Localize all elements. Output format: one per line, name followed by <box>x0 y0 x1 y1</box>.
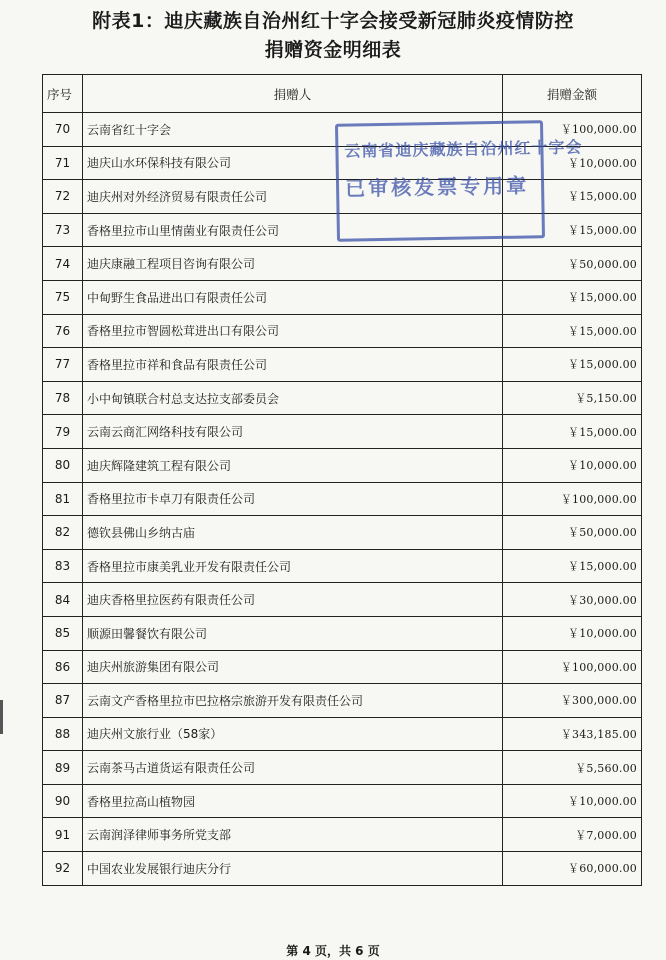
row-amount: ￥15,000.00 <box>503 314 642 348</box>
row-amount: ￥10,000.00 <box>503 146 642 180</box>
table-row <box>43 751 642 785</box>
table-row <box>43 650 642 684</box>
row-amount: ￥15,000.00 <box>503 213 642 247</box>
row-donor: 香格里拉市康美乳业开发有限责任公司 <box>83 549 503 583</box>
row-index: 76 <box>43 314 83 348</box>
row-donor: 迪庆香格里拉医药有限责任公司 <box>83 583 503 617</box>
table-row <box>43 616 642 650</box>
table-row <box>43 583 642 617</box>
row-index: 92 <box>43 852 83 886</box>
row-donor: 迪庆州对外经济贸易有限责任公司 <box>83 180 503 214</box>
row-donor: 迪庆州旅游集团有限公司 <box>83 650 503 684</box>
official-seal-stamp <box>335 120 583 242</box>
row-index: 81 <box>43 482 83 516</box>
row-index: 70 <box>43 113 83 147</box>
row-amount: ￥15,000.00 <box>503 280 642 314</box>
row-index: 89 <box>43 751 83 785</box>
row-index: 91 <box>43 818 83 852</box>
row-amount: ￥15,000.00 <box>503 180 642 214</box>
row-amount: ￥15,000.00 <box>503 348 642 382</box>
row-amount: ￥100,000.00 <box>503 113 642 147</box>
row-donor: 香格里拉高山植物园 <box>83 784 503 818</box>
row-amount: ￥100,000.00 <box>503 650 642 684</box>
row-donor: 云南文产香格里拉市巴拉格宗旅游开发有限责任公司 <box>83 684 503 718</box>
row-index: 73 <box>43 213 83 247</box>
row-donor: 香格里拉市祥和食品有限责任公司 <box>83 348 503 382</box>
stamp-line2: 已审核发票专用章 <box>344 173 530 201</box>
row-amount: ￥10,000.00 <box>503 784 642 818</box>
row-donor: 云南茶马古道货运有限责任公司 <box>83 751 503 785</box>
row-index: 87 <box>43 684 83 718</box>
row-index: 72 <box>43 180 83 214</box>
header-amount: 捐赠金额 <box>503 75 642 113</box>
row-index: 77 <box>43 348 83 382</box>
row-donor: 香格里拉市卡卓刀有限责任公司 <box>83 482 503 516</box>
row-index: 90 <box>43 784 83 818</box>
row-amount: ￥100,000.00 <box>503 482 642 516</box>
binding-edge-mark <box>0 700 3 734</box>
table-row <box>43 852 642 886</box>
table-row <box>43 314 642 348</box>
row-amount: ￥10,000.00 <box>503 616 642 650</box>
table-row <box>43 280 642 314</box>
row-donor: 云南云商汇网络科技有限公司 <box>83 415 503 449</box>
header-donor: 捐赠人 <box>83 75 503 113</box>
table-row <box>43 818 642 852</box>
table-row <box>43 348 642 382</box>
table-row <box>43 448 642 482</box>
table-row <box>43 684 642 718</box>
row-donor: 迪庆辉隆建筑工程有限公司 <box>83 448 503 482</box>
row-index: 88 <box>43 717 83 751</box>
row-amount: ￥60,000.00 <box>503 852 642 886</box>
row-index: 86 <box>43 650 83 684</box>
row-index: 82 <box>43 516 83 550</box>
row-amount: ￥15,000.00 <box>503 549 642 583</box>
row-index: 71 <box>43 146 83 180</box>
row-amount: ￥50,000.00 <box>503 516 642 550</box>
row-index: 78 <box>43 381 83 415</box>
table-row <box>43 247 642 281</box>
row-donor: 云南省红十字会 <box>83 113 503 147</box>
row-amount: ￥7,000.00 <box>503 818 642 852</box>
row-donor: 迪庆山水环保科技有限公司 <box>83 146 503 180</box>
row-amount: ￥5,560.00 <box>503 751 642 785</box>
row-donor: 小中甸镇联合村总支达拉支部委员会 <box>83 381 503 415</box>
row-index: 84 <box>43 583 83 617</box>
table-row <box>43 784 642 818</box>
stamp-line1: 云南省迪庆藏族自治州红十字会 <box>344 137 583 161</box>
row-amount: ￥50,000.00 <box>503 247 642 281</box>
row-index: 74 <box>43 247 83 281</box>
row-amount: ￥15,000.00 <box>503 415 642 449</box>
table-row <box>43 516 642 550</box>
row-amount: ￥343,185.00 <box>503 717 642 751</box>
row-index: 79 <box>43 415 83 449</box>
row-donor: 香格里拉市智圆松茸进出口有限公司 <box>83 314 503 348</box>
row-index: 75 <box>43 280 83 314</box>
page-number: 第 4 页，共 6 页 <box>286 944 380 958</box>
row-donor: 中国农业发展银行迪庆分行 <box>83 852 503 886</box>
row-index: 83 <box>43 549 83 583</box>
table-header-row <box>43 75 642 113</box>
row-amount: ￥10,000.00 <box>503 448 642 482</box>
document-title-line2: 捐赠资金明细表 <box>264 39 402 61</box>
row-donor: 迪庆州文旅行业（58家） <box>83 717 503 751</box>
document-title-line1: 附表1：迪庆藏族自治州红十字会接受新冠肺炎疫情防控 <box>92 10 574 32</box>
table-row <box>43 549 642 583</box>
row-amount: ￥300,000.00 <box>503 684 642 718</box>
table-row <box>43 482 642 516</box>
row-amount: ￥5,150.00 <box>503 381 642 415</box>
row-donor: 顺源田馨餐饮有限公司 <box>83 616 503 650</box>
row-donor: 云南润泽律师事务所党支部 <box>83 818 503 852</box>
table-row <box>43 415 642 449</box>
table-row <box>43 381 642 415</box>
row-amount: ￥30,000.00 <box>503 583 642 617</box>
row-donor: 香格里拉市山里情菌业有限责任公司 <box>83 213 503 247</box>
row-donor: 迪庆康融工程项目咨询有限公司 <box>83 247 503 281</box>
table-row <box>43 717 642 751</box>
header-index: 序号 <box>43 75 83 113</box>
row-donor: 中甸野生食品进出口有限责任公司 <box>83 280 503 314</box>
row-index: 85 <box>43 616 83 650</box>
row-index: 80 <box>43 448 83 482</box>
row-donor: 德钦县佛山乡纳古庙 <box>83 516 503 550</box>
